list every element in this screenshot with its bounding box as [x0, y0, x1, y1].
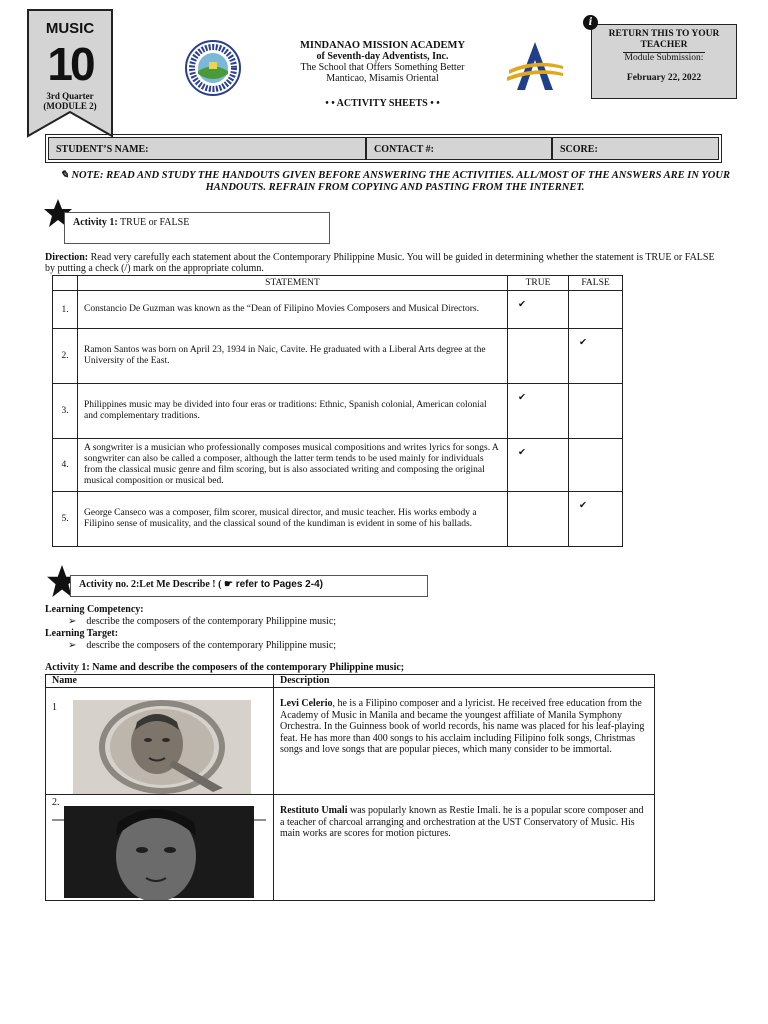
statement-cell: Ramon Santos was born on April 23, 1934 in Naic, Cavite. He graduated with a Liberal Arts degree at the University of the East.	[78, 329, 508, 384]
statement-header: STATEMENT	[78, 276, 508, 291]
submission-label: Module Submission:	[624, 53, 704, 63]
row-number: 4.	[53, 439, 78, 492]
true-check-cell[interactable]	[508, 492, 569, 547]
student-name-field[interactable]: STUDENT’S NAME:	[48, 137, 366, 160]
school-tagline: The School that Offers Something Better	[300, 62, 465, 73]
table-row	[53, 439, 623, 492]
table-row	[53, 291, 623, 329]
name-cell	[46, 795, 274, 901]
row-number: 2.	[53, 329, 78, 384]
composer-photo-restituto-umali	[52, 806, 266, 900]
false-check-cell[interactable]	[569, 439, 623, 492]
target-item	[45, 640, 725, 652]
submission-date: February 22, 2022	[626, 73, 702, 83]
false-check-cell[interactable]: ✔	[569, 329, 623, 384]
true-check-cell[interactable]: ✔	[508, 439, 569, 492]
module-tab	[26, 8, 114, 138]
row-number: 1.	[53, 291, 78, 329]
table-header-row	[53, 276, 623, 291]
quarter-label	[26, 91, 114, 111]
return-box	[591, 24, 737, 99]
direction-label: Direction:	[45, 252, 89, 263]
table-row	[46, 688, 655, 795]
statement-cell: Constancio De Guzman was known as the “Dean of Filipino Movies Composers and Musical Directors.	[78, 291, 508, 329]
table-row	[46, 795, 655, 901]
school-name: MINDANAO MISSION ACADEMY	[299, 40, 466, 51]
composers-table	[45, 674, 655, 901]
composer-name: Restituto Umali	[280, 805, 348, 816]
learning-section	[45, 604, 725, 652]
table-row	[53, 384, 623, 439]
blank-header	[53, 276, 78, 291]
school-org: of Seventh-day Adventists, Inc.	[316, 51, 449, 62]
composer-name: Levi Celerio	[280, 698, 333, 709]
description-cell	[274, 688, 655, 795]
activity2-label: Activity no. 2:	[79, 579, 140, 590]
true-check-cell[interactable]	[508, 329, 569, 384]
description-header: Description	[274, 675, 655, 688]
student-info-fields	[45, 134, 722, 163]
adventist-logo	[505, 40, 565, 92]
subject-label: MUSIC	[45, 20, 95, 37]
composer-description: , he is a Filipino composer and a lyricist. He received free education from the Academy of Music in Manila and became the youngest affiliate of Manila Symphony Orchestra. In the Guinness book of world records, his name was placed for his leaf-playing feat. He has more than 400 songs to his acclaim including Filipino folk songs, Christmas songs and love songs that are popular pieces, which many consider to be immortal.	[280, 698, 645, 755]
composer-description: was popularly known as Restie Imali. he is a popular score composer and a teacher of charcoal arranging and orchestration at the UST Conservatory of Music. His main works are scores for motion pictures.	[280, 805, 644, 839]
school-header	[270, 40, 495, 84]
false-check-cell[interactable]	[569, 384, 623, 439]
bullet-icon: ➢	[68, 616, 77, 627]
row-number: 2.	[52, 797, 60, 808]
quarter-text: 3rd Quarter	[46, 91, 94, 101]
direction-text	[45, 252, 725, 274]
competency-text: describe the composers of the contemporary Philippine music;	[86, 616, 337, 627]
direction-body: Read very carefully each statement about the Contemporary Philippine Music. You will be guided in determining whether the statement is TRUE or FALSE by putting a check (/) mark on the appropriate column.	[45, 252, 715, 274]
activity1-box	[64, 212, 330, 244]
statement-cell: Philippines music may be divided into four eras or traditions: Ethnic, Spanish colonial, American colonial and complementary traditions.	[78, 384, 508, 439]
activity2-box	[70, 575, 428, 597]
activity2-ref: ☛ refer to Pages 2-4)	[223, 579, 323, 590]
true-check-cell[interactable]: ✔	[508, 291, 569, 329]
activity1-title: TRUE or FALSE	[120, 217, 190, 228]
module-text: (MODULE 2)	[43, 101, 97, 111]
activity2-title: Let Me Describe ! (	[139, 579, 222, 590]
true-false-table	[52, 275, 623, 547]
table-row	[53, 329, 623, 384]
composers-activity-title: Activity 1: Name and describe the composers of the contemporary Philippine music;	[45, 662, 405, 673]
true-header: TRUE	[508, 276, 569, 291]
name-header: Name	[46, 675, 274, 688]
table-row	[53, 492, 623, 547]
note-text: ✎ NOTE: READ AND STUDY THE HANDOUTS GIVEN BEFORE ANSWERING THE ACTIVITIES. ALL/MOST OF THE ANSWERS ARE IN YOUR HANDOUTS. REFRAIN FROM COPYING AND PASTING FROM THE INTERNET.	[60, 170, 730, 193]
false-header: FALSE	[569, 276, 623, 291]
statement-cell: A songwriter is a musician who professionally composes musical compositions and writes lyrics for songs. A songwriter can also be called a composer, although the latter term tends to be used mainly for individuals from the classical music genre and film scoring, but is also associated writing and composing the original musical composition or musical bed.	[78, 439, 508, 492]
table-header-row	[46, 675, 655, 688]
competency-label: Learning Competency:	[45, 604, 144, 615]
true-check-cell[interactable]: ✔	[508, 384, 569, 439]
info-icon: i	[583, 15, 598, 30]
school-seal-logo	[185, 40, 241, 96]
score-field[interactable]: SCORE:	[552, 137, 719, 160]
description-cell	[274, 795, 655, 901]
activity1-label: Activity 1:	[73, 217, 118, 228]
false-check-cell[interactable]	[569, 291, 623, 329]
row-number: 5.	[53, 492, 78, 547]
statement-cell: George Canseco was a composer, film scorer, musical director, and music teacher. His works embody a Filipino sense of musicality, and the classical sound of the kundiman is evident in some of his ballads.	[78, 492, 508, 547]
bullet-icon: ➢	[68, 640, 77, 651]
sheet-title: • • ACTIVITY SHEETS • •	[325, 98, 440, 109]
row-number: 1	[52, 702, 57, 713]
name-cell	[46, 688, 274, 795]
row-number: 3.	[53, 384, 78, 439]
competency-item	[45, 616, 725, 628]
school-address: Manticao, Misamis Oriental	[326, 73, 439, 84]
false-check-cell[interactable]: ✔	[569, 492, 623, 547]
return-title: RETURN THIS TO YOUR TEACHER	[608, 29, 720, 50]
contact-field[interactable]: CONTACT #:	[366, 137, 552, 160]
grade-number: 10	[47, 38, 93, 90]
target-text: describe the composers of the contemporary Philippine music;	[86, 640, 337, 651]
composer-photo-levi-celerio	[73, 700, 251, 794]
target-label: Learning Target:	[45, 628, 119, 639]
